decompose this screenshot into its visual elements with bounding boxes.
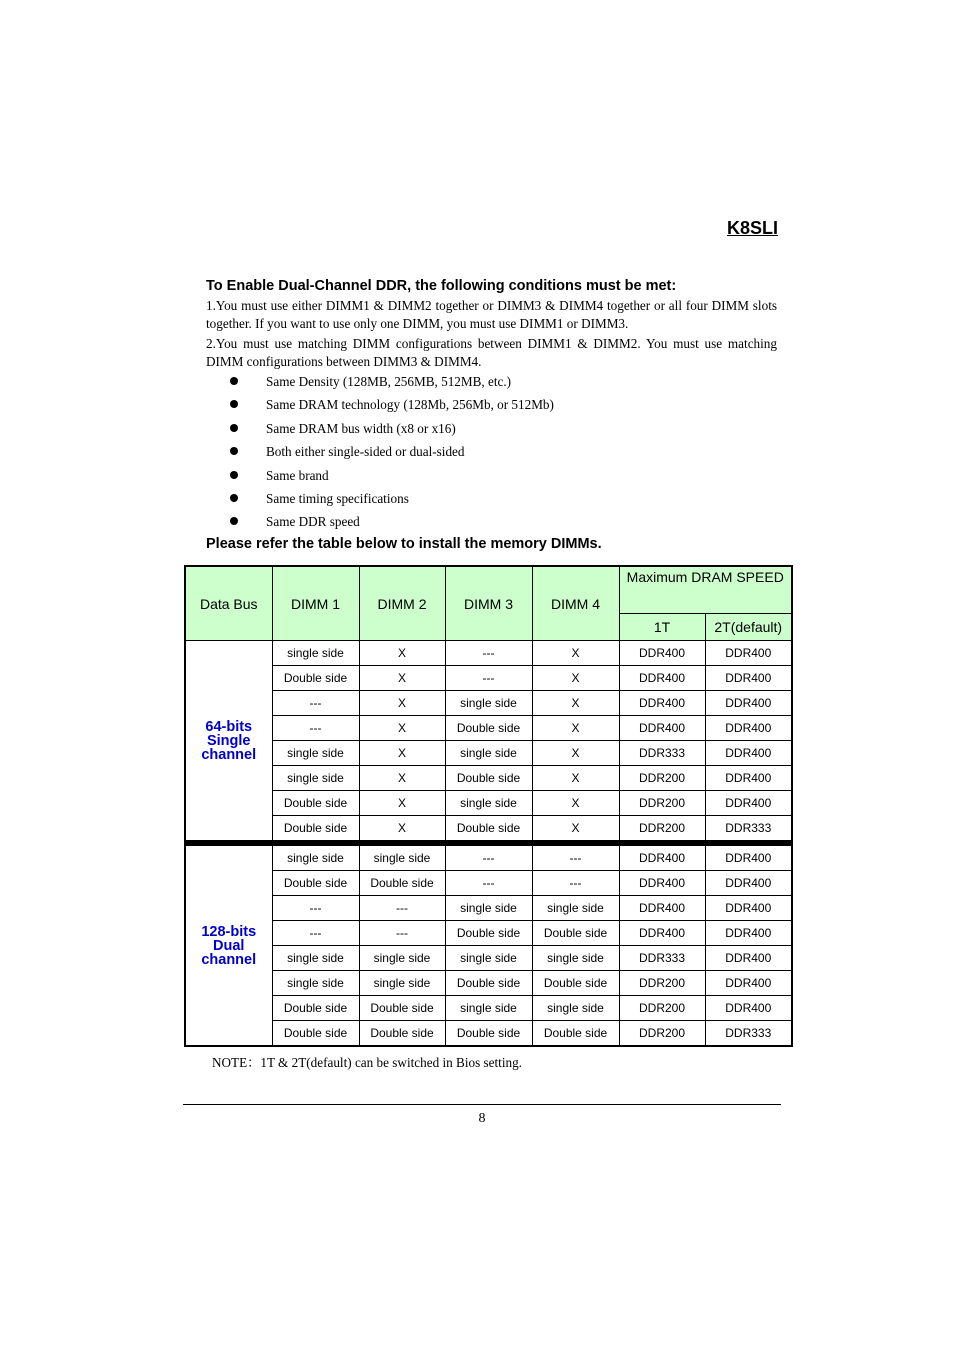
table-row <box>185 846 792 871</box>
table-cell: Double side <box>359 996 445 1021</box>
table-cell: DDR333 <box>619 741 705 766</box>
table-intro: Please refer the table below to install the memory DIMMs. <box>206 536 602 552</box>
table-cell: --- <box>359 921 445 946</box>
table-cell: single side <box>445 896 532 921</box>
table-cell: --- <box>359 896 445 921</box>
paragraph-2: 2.You must use matching DIMM configurations between DIMM1 & DIMM2. You must use matching DIMM configurations between DIMM3 & DIMM4. <box>206 336 777 369</box>
table-cell: X <box>359 791 445 816</box>
table-cell: DDR200 <box>619 816 705 841</box>
requirements-list <box>228 373 554 537</box>
table-cell: DDR400 <box>619 691 705 716</box>
group-label-line: channel <box>201 746 257 763</box>
table-cell: DDR400 <box>619 921 705 946</box>
model-name: K8SLI <box>726 218 778 238</box>
table-cell: Double side <box>445 816 532 841</box>
group-label-line: Dual <box>213 937 245 954</box>
bullet-icon <box>230 471 238 479</box>
table-cell: X <box>359 741 445 766</box>
table-cell: DDR333 <box>705 816 792 841</box>
list-item: Same DDR speed <box>228 513 554 536</box>
table-cell: X <box>532 716 619 741</box>
table-row <box>185 716 792 741</box>
table-cell: single side <box>532 996 619 1021</box>
table-cell: DDR400 <box>705 691 792 716</box>
table-cell: single side <box>272 846 359 871</box>
table-cell: X <box>359 691 445 716</box>
table-cell: Double side <box>445 921 532 946</box>
table-cell: single side <box>445 996 532 1021</box>
list-item: Same DRAM bus width (x8 or x16) <box>228 420 554 443</box>
table-cell: DDR400 <box>705 766 792 791</box>
table-cell: X <box>532 691 619 716</box>
table-cell: single side <box>445 946 532 971</box>
table-cell: DDR400 <box>705 946 792 971</box>
list-item: Same timing specifications <box>228 490 554 513</box>
header-max-speed: Maximum DRAM SPEED <box>619 566 792 614</box>
group-label <box>185 846 272 1047</box>
group-label <box>185 641 272 841</box>
header-dimm4: DIMM 4 <box>532 566 619 641</box>
table-cell: DDR400 <box>705 716 792 741</box>
table-cell: single side <box>272 766 359 791</box>
table-cell: --- <box>272 691 359 716</box>
table-cell: DDR400 <box>705 996 792 1021</box>
group-label-line: Single <box>206 732 251 749</box>
table-cell: DDR400 <box>705 666 792 691</box>
table-cell: X <box>359 766 445 791</box>
table-cell: single side <box>272 946 359 971</box>
table-cell: DDR400 <box>619 666 705 691</box>
table-cell: Double side <box>272 816 359 841</box>
table-cell: --- <box>532 871 619 896</box>
table-cell: single side <box>359 971 445 996</box>
table-cell: DDR400 <box>619 896 705 921</box>
table-cell: DDR400 <box>705 741 792 766</box>
table-cell: X <box>532 816 619 841</box>
table-cell: Double side <box>272 666 359 691</box>
list-item: Both either single-sided or dual-sided <box>228 443 554 466</box>
dimm-config-table <box>184 565 793 1047</box>
table-cell: X <box>359 816 445 841</box>
table-cell: Double side <box>445 716 532 741</box>
header-dimm2: DIMM 2 <box>359 566 445 641</box>
page-number: 8 <box>478 1111 486 1126</box>
table-cell: DDR400 <box>705 921 792 946</box>
paragraph-1: 1.You must use either DIMM1 & DIMM2 together or DIMM3 & DIMM4 together or all four DIMM slots together. If you want to use only one DIMM, you must use DIMM1 or DIMM3. <box>206 298 777 331</box>
group-label-line: channel <box>201 951 257 968</box>
table-row <box>185 816 792 841</box>
table-row <box>185 691 792 716</box>
table-cell: X <box>359 666 445 691</box>
table-cell: DDR200 <box>619 1021 705 1047</box>
table-cell: single side <box>359 946 445 971</box>
table-cell: Double side <box>272 1021 359 1047</box>
table-cell: Double side <box>445 766 532 791</box>
table-row <box>185 791 792 816</box>
table-cell: DDR400 <box>705 971 792 996</box>
table-row <box>185 896 792 921</box>
table-cell: single side <box>532 896 619 921</box>
table-row <box>185 996 792 1021</box>
table-cell: single side <box>272 741 359 766</box>
table-cell: DDR400 <box>619 641 705 666</box>
table-cell: Double side <box>445 971 532 996</box>
table-row <box>185 766 792 791</box>
table-row <box>185 641 792 666</box>
bullet-icon <box>230 424 238 432</box>
table-cell: DDR400 <box>705 641 792 666</box>
bullet-icon <box>230 377 238 385</box>
note: NOTE：1T & 2T(default) can be switched in Bios setting. <box>212 1055 522 1070</box>
table-row <box>185 921 792 946</box>
table-cell: --- <box>445 641 532 666</box>
table-row <box>185 946 792 971</box>
bullet-icon <box>230 494 238 502</box>
table-cell: DDR400 <box>619 871 705 896</box>
list-item: Same Density (128MB, 256MB, 512MB, etc.) <box>228 373 554 396</box>
table-cell: DDR400 <box>705 846 792 871</box>
table-row <box>185 871 792 896</box>
table-cell: --- <box>272 896 359 921</box>
table-cell: single side <box>445 691 532 716</box>
table-cell: --- <box>272 921 359 946</box>
table-cell: Double side <box>532 1021 619 1047</box>
table-cell: X <box>532 666 619 691</box>
group-label-line: 64-bits <box>205 718 253 735</box>
bullet-icon <box>230 400 238 408</box>
table-cell: DDR400 <box>619 846 705 871</box>
table-cell: DDR200 <box>619 996 705 1021</box>
table-cell: Double side <box>359 1021 445 1047</box>
table-cell: --- <box>445 846 532 871</box>
table-cell: Double side <box>272 791 359 816</box>
table-cell: --- <box>445 666 532 691</box>
table-cell: single side <box>445 741 532 766</box>
header-dimm1: DIMM 1 <box>272 566 359 641</box>
table-cell: DDR400 <box>619 716 705 741</box>
table-row <box>185 666 792 691</box>
table-cell: DDR200 <box>619 766 705 791</box>
table-cell: single side <box>359 846 445 871</box>
table-cell: DDR400 <box>705 896 792 921</box>
table-row <box>185 1021 792 1047</box>
table-cell: Double side <box>359 871 445 896</box>
table-cell: DDR333 <box>705 1021 792 1047</box>
table-cell: Double side <box>532 921 619 946</box>
table-cell: single side <box>445 791 532 816</box>
table-cell: DDR200 <box>619 791 705 816</box>
table-cell: X <box>532 791 619 816</box>
section-heading: To Enable Dual-Channel DDR, the following conditions must be met: <box>206 278 677 294</box>
table-cell: X <box>532 741 619 766</box>
table-cell: --- <box>272 716 359 741</box>
table-cell: single side <box>532 946 619 971</box>
table-cell: Double side <box>272 996 359 1021</box>
table-cell: Double side <box>532 971 619 996</box>
table-cell: X <box>532 641 619 666</box>
table-cell: --- <box>445 871 532 896</box>
header-1t: 1T <box>619 614 705 641</box>
table-cell: single side <box>272 641 359 666</box>
group-label-line: 128-bits <box>201 923 257 940</box>
header-data-bus: Data Bus <box>185 566 272 641</box>
table-cell: DDR200 <box>619 971 705 996</box>
table-cell: X <box>359 716 445 741</box>
footer-divider <box>183 1104 781 1105</box>
table-cell: X <box>532 766 619 791</box>
table-cell: Double side <box>445 1021 532 1047</box>
table-cell: DDR333 <box>619 946 705 971</box>
table-cell: single side <box>272 971 359 996</box>
table-cell: --- <box>532 846 619 871</box>
table-cell: DDR400 <box>705 791 792 816</box>
table-cell: Double side <box>272 871 359 896</box>
table-cell: X <box>359 641 445 666</box>
header-2t: 2T(default) <box>705 614 792 641</box>
table-row <box>185 741 792 766</box>
table-row <box>185 971 792 996</box>
list-item: Same brand <box>228 467 554 490</box>
table-cell: DDR400 <box>705 871 792 896</box>
header-dimm3: DIMM 3 <box>445 566 532 641</box>
list-item: Same DRAM technology (128Mb, 256Mb, or 512Mb) <box>228 396 554 419</box>
bullet-icon <box>230 517 238 525</box>
bullet-icon <box>230 447 238 455</box>
